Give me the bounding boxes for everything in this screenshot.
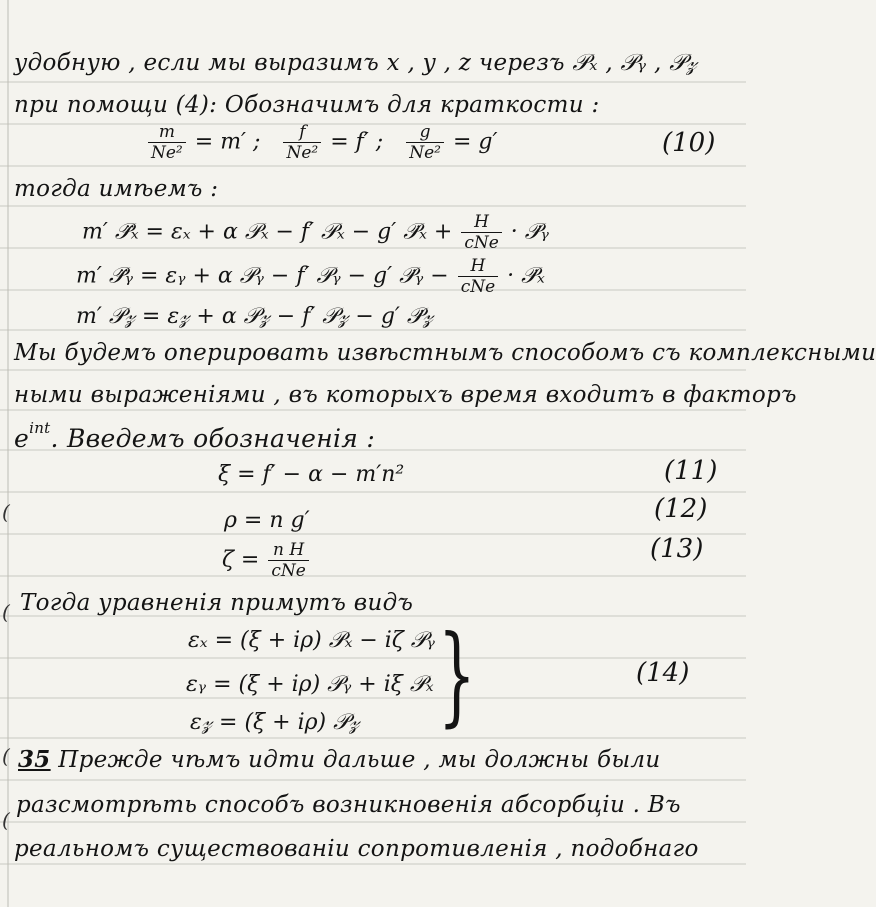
fraction-denominator: cNe — [460, 277, 496, 297]
equation-lhs: ζ = — [222, 547, 260, 573]
text-line-10: реальномъ существованіи сопротивленія , подобнаго — [14, 836, 699, 862]
equation-rhs: = g′ — [452, 129, 498, 155]
fraction-nh-cne — [268, 540, 308, 581]
text-line-1: удобную , если мы выразимъ x , y , z черезъ 𝒫ₓ , 𝒫ᵧ , 𝒫𝓏 — [14, 50, 698, 76]
exponent: int — [29, 419, 51, 437]
equation-10 — [146, 122, 497, 163]
equation-number-13: (13) — [650, 534, 704, 564]
equation-motion-y — [76, 256, 545, 297]
fraction-g — [406, 122, 444, 163]
fraction-numerator: f — [283, 122, 321, 143]
equation-motion-x — [82, 212, 549, 253]
fraction-m — [148, 122, 186, 163]
equation-14-x: εₓ = (ξ + iρ) 𝒫ₓ − iζ 𝒫ᵧ — [188, 628, 435, 653]
equation-11: ξ = f′ − α − m′n² — [218, 462, 405, 487]
equation-body: m′ 𝒫̈ᵧ = εᵧ + α 𝒫ᵧ − f′ 𝒫ᵧ − g′ 𝒫̇ᵧ − — [76, 263, 449, 289]
equation-body: m′ 𝒫̈ₓ = εₓ + α 𝒫ₓ − f′ 𝒫ₓ − g′ 𝒫̇ₓ + — [82, 219, 453, 245]
equation-number-14: (14) — [636, 658, 690, 688]
fraction-numerator: n H — [268, 540, 308, 561]
right-brace: } — [438, 613, 476, 738]
margin-mark: ( — [2, 744, 10, 768]
equation-number-12: (12) — [654, 494, 708, 524]
equation-14-y: εᵧ = (ξ + iρ) 𝒫ᵧ + iξ 𝒫ₓ — [186, 672, 434, 697]
fraction-h-cne — [458, 256, 498, 297]
fraction-numerator: m — [148, 122, 186, 143]
fraction-numerator: g — [406, 122, 444, 143]
section-number: 35 — [18, 746, 51, 773]
text-line-6 — [14, 419, 376, 453]
text-line-3: тогда имѣемъ : — [14, 176, 219, 202]
equation-12: ρ = n g′ — [224, 508, 310, 533]
equation-tail: · 𝒫̇ᵧ — [510, 219, 549, 245]
equation-number-11: (11) — [664, 456, 718, 486]
text-line-4: Мы будемъ оперировать извѣстнымъ способомъ съ комплексными — [14, 340, 876, 366]
margin-mark: ( — [2, 808, 10, 832]
exponent-base: e — [14, 424, 30, 453]
text-line-9: разсмотрѣть способъ возникновенія абсорбціи . Въ — [16, 792, 681, 818]
margin-mark: ( — [2, 600, 10, 624]
fraction-denominator: Ne² — [409, 143, 441, 163]
text-line-5: ными выраженіями , въ которыхъ время входитъ в факторъ — [14, 382, 797, 408]
equation-14-z: ε𝓏 = (ξ + iρ) 𝒫𝓏 — [190, 710, 360, 735]
fraction-f — [283, 122, 321, 163]
equation-rhs: = m′ ; — [194, 129, 261, 155]
equation-tail: · 𝒫̇ₓ — [507, 263, 545, 289]
fraction-h-cne — [461, 212, 501, 253]
fraction-denominator: Ne² — [286, 143, 319, 163]
text-line-6-rest: . Введемъ обозначенія : — [50, 424, 376, 453]
fraction-numerator: H — [458, 256, 498, 277]
text-line-7: Тогда уравненія примутъ видъ — [20, 590, 414, 616]
fraction-denominator: cNe — [464, 233, 499, 253]
fraction-denominator: Ne² — [151, 143, 183, 163]
text-line-8-rest: Прежде чѣмъ идти дальше , мы должны были — [58, 747, 661, 773]
equation-rhs: = f′ ; — [330, 129, 384, 155]
text-line-8 — [18, 746, 660, 773]
equation-13 — [222, 540, 311, 581]
equation-number-10: (10) — [662, 128, 716, 158]
fraction-denominator: cNe — [271, 561, 306, 581]
margin-mark: ( — [2, 500, 10, 524]
fraction-numerator: H — [461, 212, 501, 233]
equation-motion-z: m′ 𝒫𝓏 = ε𝓏 + α 𝒫𝓏 − f′ 𝒫𝓏 − g′ 𝒫̇𝓏 — [76, 304, 433, 329]
text-line-2: при помощи (4): Обозначимъ для краткости : — [14, 92, 600, 118]
